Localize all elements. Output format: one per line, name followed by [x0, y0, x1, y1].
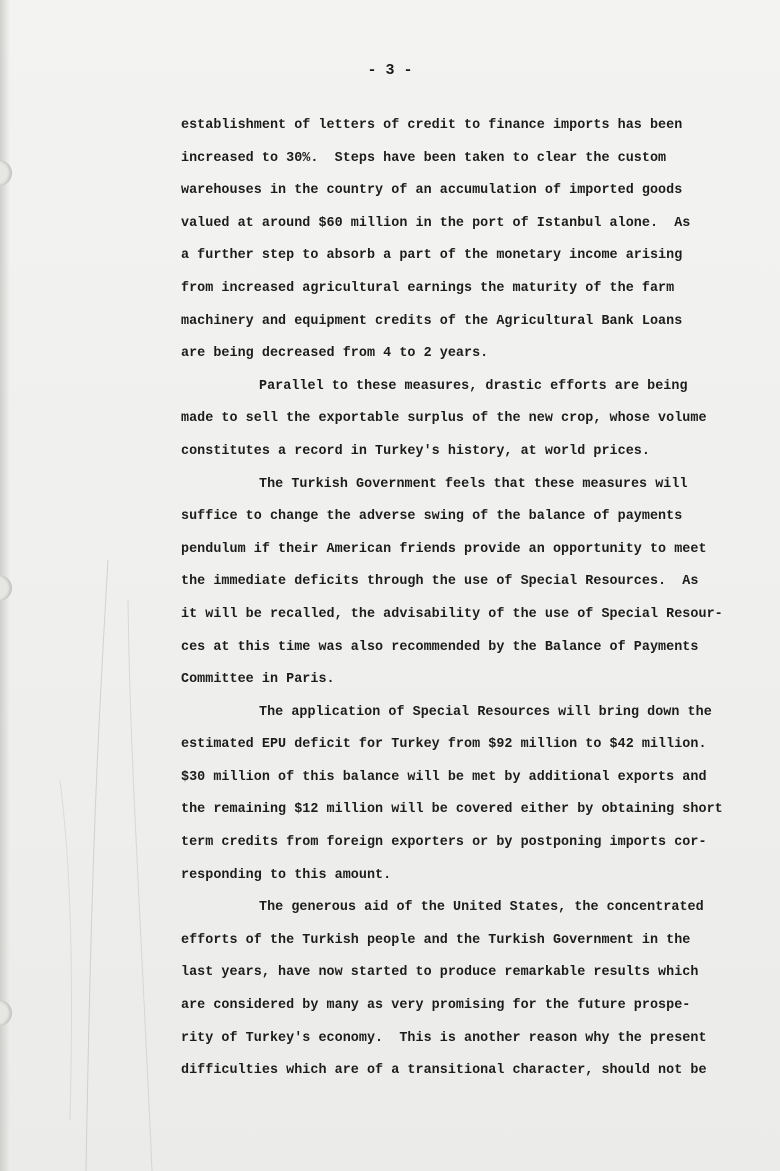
- paragraph-letters-of-credit: [181, 110, 741, 371]
- text-line: The Turkish Government feels that these measures will: [259, 476, 688, 492]
- text-line: term credits from foreign exporters or by postponing imports cor-: [181, 835, 707, 851]
- text-line: estimated EPU deficit for Turkey from $92 million to $42 million.: [181, 737, 707, 753]
- text-line: difficulties which are of a transitional character, should not be: [181, 1063, 707, 1079]
- text-line: the remaining $12 million will be covered either by obtaining short: [181, 802, 723, 818]
- paragraph-exportable-surplus: [181, 371, 741, 469]
- text-line: are considered by many as very promising for the future prospe-: [181, 998, 691, 1014]
- text-line: suffice to change the adverse swing of the balance of payments: [181, 509, 683, 525]
- text-line: are being decreased from 4 to 2 years.: [181, 346, 489, 362]
- paragraph-epu-deficit: [181, 697, 741, 893]
- document-body: [181, 110, 741, 1088]
- text-line: $30 million of this balance will be met by additional exports and: [181, 769, 707, 785]
- text-line: a further step to absorb a part of the monetary income arising: [181, 248, 683, 264]
- text-line: last years, have now started to produce remarkable results which: [181, 965, 699, 981]
- text-line: the immediate deficits through the use of Special Resources. As: [181, 574, 699, 590]
- text-line: establishment of letters of credit to finance imports has been: [181, 118, 683, 133]
- text-line: from increased agricultural earnings the maturity of the farm: [181, 280, 675, 296]
- paragraph-generous-aid: [181, 892, 741, 1088]
- text-line: increased to 30%. Steps have been taken to clear the custom: [181, 150, 667, 166]
- text-line: it will be recalled, the advisability of the use of Special Resour-: [181, 606, 723, 622]
- text-line: The generous aid of the United States, the concentrated: [259, 900, 704, 916]
- text-line: Committee in Paris.: [181, 672, 335, 688]
- page-number: - 3 -: [367, 62, 413, 79]
- text-line: rity of Turkey's economy. This is another reason why the present: [181, 1030, 707, 1046]
- text-line: responding to this amount.: [181, 867, 392, 883]
- text-line: Parallel to these measures, drastic efforts are being: [259, 378, 688, 394]
- punch-hole: [0, 575, 12, 601]
- punch-hole: [0, 1000, 12, 1026]
- text-line: ces at this time was also recommended by the Balance of Payments: [181, 639, 699, 655]
- text-line: constitutes a record in Turkey's history, at world prices.: [181, 443, 650, 459]
- text-line: pendulum if their American friends provide an opportunity to meet: [181, 541, 707, 557]
- text-line: valued at around $60 million in the port of Istanbul alone. As: [181, 215, 691, 231]
- text-line: The application of Special Resources will bring down the: [259, 704, 712, 720]
- text-line: warehouses in the country of an accumulation of imported goods: [181, 183, 683, 199]
- paragraph-special-resources: [181, 469, 741, 697]
- text-line: efforts of the Turkish people and the Turkish Government in the: [181, 932, 691, 948]
- text-line: made to sell the exportable surplus of the new crop, whose volume: [181, 411, 707, 427]
- punch-hole: [0, 160, 12, 186]
- text-line: machinery and equipment credits of the Agricultural Bank Loans: [181, 313, 683, 329]
